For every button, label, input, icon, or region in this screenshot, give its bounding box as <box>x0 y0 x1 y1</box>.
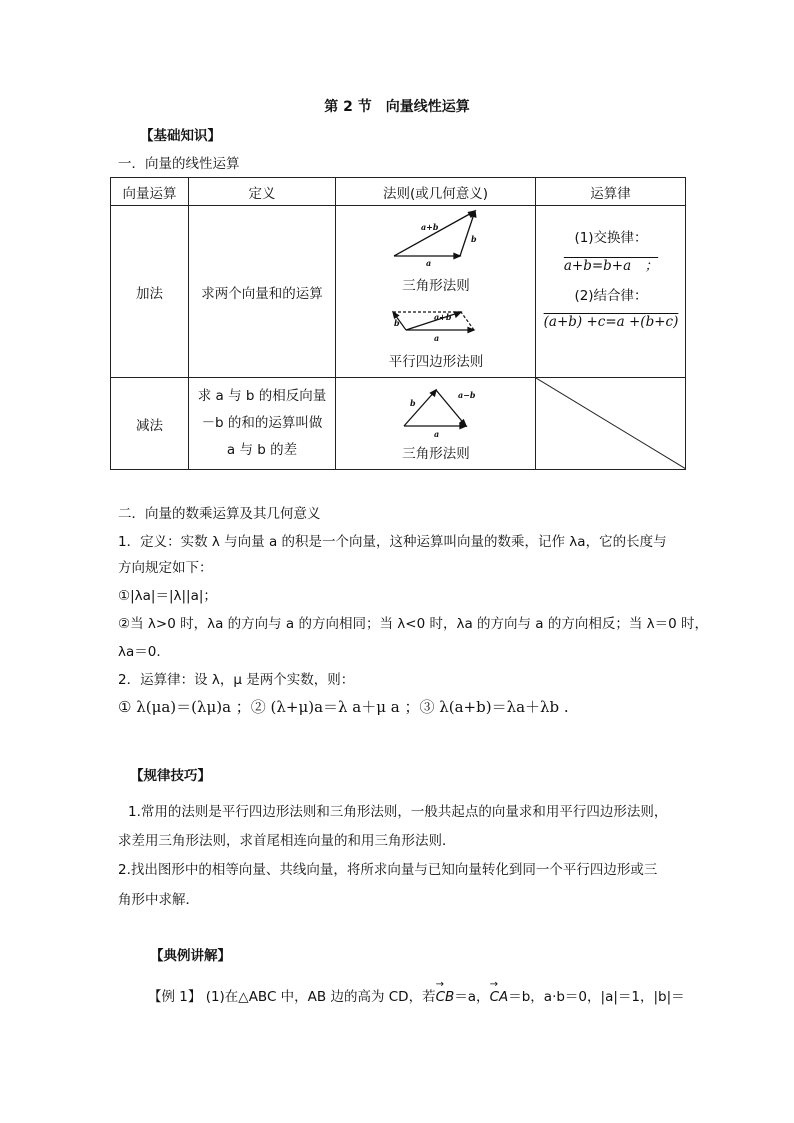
addition-name: 加法 <box>111 206 189 378</box>
section-basic-knowledge: 【基础知识】 <box>140 128 221 144</box>
addition-rule-triangle: 三角形法则 <box>402 278 470 294</box>
table-header-row <box>111 178 686 206</box>
addition-definition: 求两个向量和的运算 <box>189 206 336 378</box>
example-1-text: ＝a， <box>454 989 490 1005</box>
subtraction-label-b: b <box>410 398 416 408</box>
subtraction-rule-cell <box>336 378 536 470</box>
header-cell: 定义 <box>189 178 336 206</box>
tip-1-line2: 求差用三角形法则，求首尾相连向量的和用三角形法则． <box>118 833 456 849</box>
table-row-addition <box>111 206 686 378</box>
example-1 <box>148 985 685 1005</box>
example-1-label: 【例 1】 <box>148 989 202 1005</box>
parallelogram-label-a: a <box>434 333 440 343</box>
tip-2-line2: 角形中求解． <box>118 892 199 908</box>
example-1-text: ＝b，a·b＝0，|a|＝1，|b|＝ <box>508 989 685 1005</box>
header-cell: 运算律 <box>536 178 686 206</box>
subtraction-rule-triangle: 三角形法则 <box>402 446 470 462</box>
subtraction-definition-line: －b 的和的运算叫做 <box>201 415 323 431</box>
triangle-label-b: b <box>471 234 477 244</box>
addition-rule-parallelogram: 平行四边形法则 <box>388 354 484 370</box>
empty-cell-diagonal <box>536 378 686 469</box>
subtraction-definition <box>189 378 336 470</box>
subtraction-definition-line: a 与 b 的差 <box>226 442 298 458</box>
parallelogram-label-sum: a+b <box>434 312 452 322</box>
example-1-text: (1)在△ABC 中，AB 边的高为 CD，若 <box>205 989 436 1005</box>
tip-2-line1: 2.找出图形中的相等向量、共线向量，将所求向量与已知向量转化到同一个平行四边形或三 <box>118 862 658 878</box>
scalar-item-direction-line2: λa＝0. <box>118 644 161 660</box>
header-cell: 法则(或几何意义) <box>336 178 536 206</box>
triangle-rule-figure <box>386 206 486 266</box>
section-tips: 【规律技巧】 <box>130 768 211 784</box>
addition-rule-cell <box>336 206 536 378</box>
scalar-laws-intro: 2．运算律：设 λ，μ 是两个实数，则： <box>118 672 355 688</box>
subtraction-laws-cell <box>536 378 686 470</box>
section-scalar-multiplication: 二．向量的数乘运算及其几何意义 <box>118 506 321 522</box>
vector-ca: → CA <box>490 989 509 1005</box>
associative-law-formula: (a+b) +c=a +(b+c) <box>543 314 679 330</box>
header-cell: 向量运算 <box>111 178 189 206</box>
operations-table <box>110 177 686 470</box>
parallelogram-rule-figure <box>386 298 496 348</box>
subtraction-triangle-figure <box>396 382 486 440</box>
tip-1-line1: 1.常用的法则是平行四边形法则和三角形法则，一般共起点的向量求和用平行四边形法则， <box>128 804 668 820</box>
table-row-subtraction <box>111 378 686 470</box>
triangle-label-a: a <box>426 258 432 266</box>
section-linear-operations: 一．向量的线性运算 <box>118 156 240 172</box>
subtraction-label-a: a <box>434 429 440 439</box>
subtraction-label-diff: a−b <box>458 390 476 400</box>
commutative-law-label: (1)交换律： <box>574 230 648 246</box>
subtraction-name: 减法 <box>111 378 189 470</box>
parallelogram-label-b: b <box>394 318 400 328</box>
scalar-definition-line1: 1．定义：实数 λ 与向量 a 的积是一个向量，这种运算叫向量的数乘，记作 λa，它的长度与 <box>118 534 667 550</box>
section-examples: 【典例讲解】 <box>150 948 231 964</box>
associative-law-label: (2)结合律： <box>574 288 648 304</box>
scalar-item-direction-line1: ②当 λ>0 时，λa 的方向与 a 的方向相同；当 λ<0 时，λa 的方向与 a 的方向相反；当 λ＝0 时， <box>118 616 709 632</box>
scalar-laws-formula: ① λ(μa)＝(λμ)a ；② (λ+μ)a＝λ a＋μ a ；③ λ(a+b)＝λa＋λb . <box>118 698 569 716</box>
subtraction-definition-line: 求 a 与 b 的相反向量 <box>197 388 327 404</box>
page-title: 第 2 节 向量线性运算 <box>324 99 470 115</box>
scalar-definition-line2: 方向规定如下： <box>118 560 213 576</box>
addition-laws-cell <box>536 206 686 378</box>
scalar-item-magnitude: ①|λa|＝|λ||a|； <box>118 588 217 604</box>
vector-cb: → CB <box>436 989 455 1005</box>
triangle-label-sum: a+b <box>421 222 439 232</box>
commutative-law-formula: a+b=b+a ； <box>563 258 659 274</box>
